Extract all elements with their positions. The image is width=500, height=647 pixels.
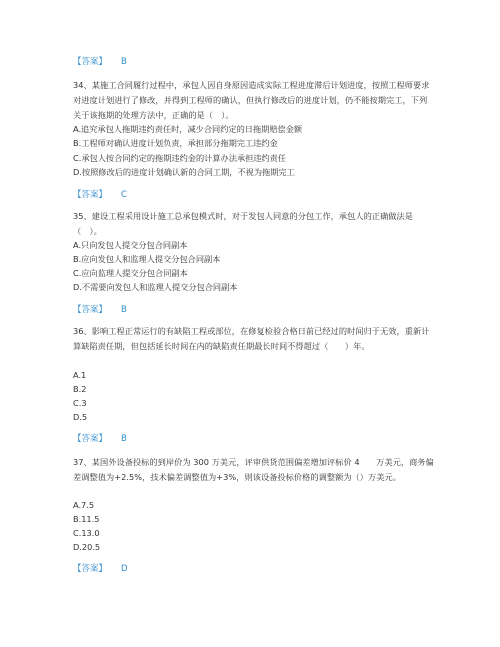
question-37-option-c: C.13.0 bbox=[73, 528, 100, 538]
answer-value: B bbox=[121, 305, 127, 315]
question-36-text: 36、影响工程正常运行的有缺陷工程或部位，在修复检验合格日前已经过的时间归于无效，重新计算缺陷责任期，但包括延长时间在内的缺陷责任期最长时间不得超过（ ）年。 bbox=[73, 326, 430, 352]
question-35-option-b: B.应向发包人和监理人提交分包合同副本 bbox=[73, 254, 221, 264]
question-34-text: 34、某施工合同履行过程中，承包人因自身原因造成实际工程进度滞后计划进度，按照工程师要求对进度计划进行了修改，并得到工程师的确认，但执行修改后的进度计划，仍不能按期完工，下列关于该拖期的处理方法中，正确的是（ ）。 bbox=[73, 80, 430, 121]
question-35-answer bbox=[73, 304, 127, 316]
question-36-option-b: B.2 bbox=[73, 384, 87, 394]
question-37-answer bbox=[73, 563, 128, 575]
question-37-option-d: D.20.5 bbox=[73, 542, 101, 552]
question-34-answer bbox=[73, 189, 127, 201]
answer-label: 【答案】 bbox=[73, 564, 108, 574]
answer-value: D bbox=[121, 564, 128, 574]
question-34-option-a: A.追究承包人拖期违约责任时，减少合同约定的日拖期赔偿金额 bbox=[73, 124, 303, 134]
answer-value: B bbox=[121, 57, 127, 67]
answer-label: 【答案】 bbox=[73, 57, 108, 67]
answer-label: 【答案】 bbox=[73, 434, 108, 444]
answer-label: 【答案】 bbox=[73, 190, 108, 200]
question-34-option-b: B.工程师对确认进度计划负责，承担部分拖期完工违约金 bbox=[73, 138, 278, 148]
question-34-option-c: C.承包人按合同约定的拖期违约金的计算办法承担违约责任 bbox=[73, 153, 287, 163]
answer-value: C bbox=[121, 190, 127, 200]
question-35-option-c: C.应向监理人提交分包合同副本 bbox=[73, 268, 188, 278]
answer-line bbox=[73, 56, 127, 68]
question-36-option-d: D.5 bbox=[73, 412, 88, 422]
question-34-option-d: D.按照修改后的进度计划确认新的合同工期，不视为拖期完工 bbox=[73, 167, 295, 177]
question-37-option-b: B.11.5 bbox=[73, 514, 100, 524]
answer-value: B bbox=[121, 434, 127, 444]
question-36-option-a: A.1 bbox=[73, 370, 87, 380]
answer-label: 【答案】 bbox=[73, 305, 108, 315]
question-35-option-d: D.不需要向发包人和监理人提交分包合同副本 bbox=[73, 282, 238, 292]
question-36-option-c: C.3 bbox=[73, 398, 87, 408]
question-36-answer bbox=[73, 433, 127, 445]
question-35-text: 35、建设工程采用设计施工总承包模式时，对于发包人同意的分包工作，承包人的正确做法是（ ）。 bbox=[73, 211, 414, 237]
question-35-option-a: A.只向发包人提交分包合同副本 bbox=[73, 240, 188, 250]
question-37-option-a: A.7.5 bbox=[73, 500, 95, 510]
question-37-text: 37、某国外设备投标的到岸价为 300 万美元，评审供货范围偏差增加评标价 4 万美元，商务偏差调整值为+2.5%，技术偏差调整值为+3%，则该设备投标价格的调整额为（）万美元。 bbox=[73, 457, 434, 483]
